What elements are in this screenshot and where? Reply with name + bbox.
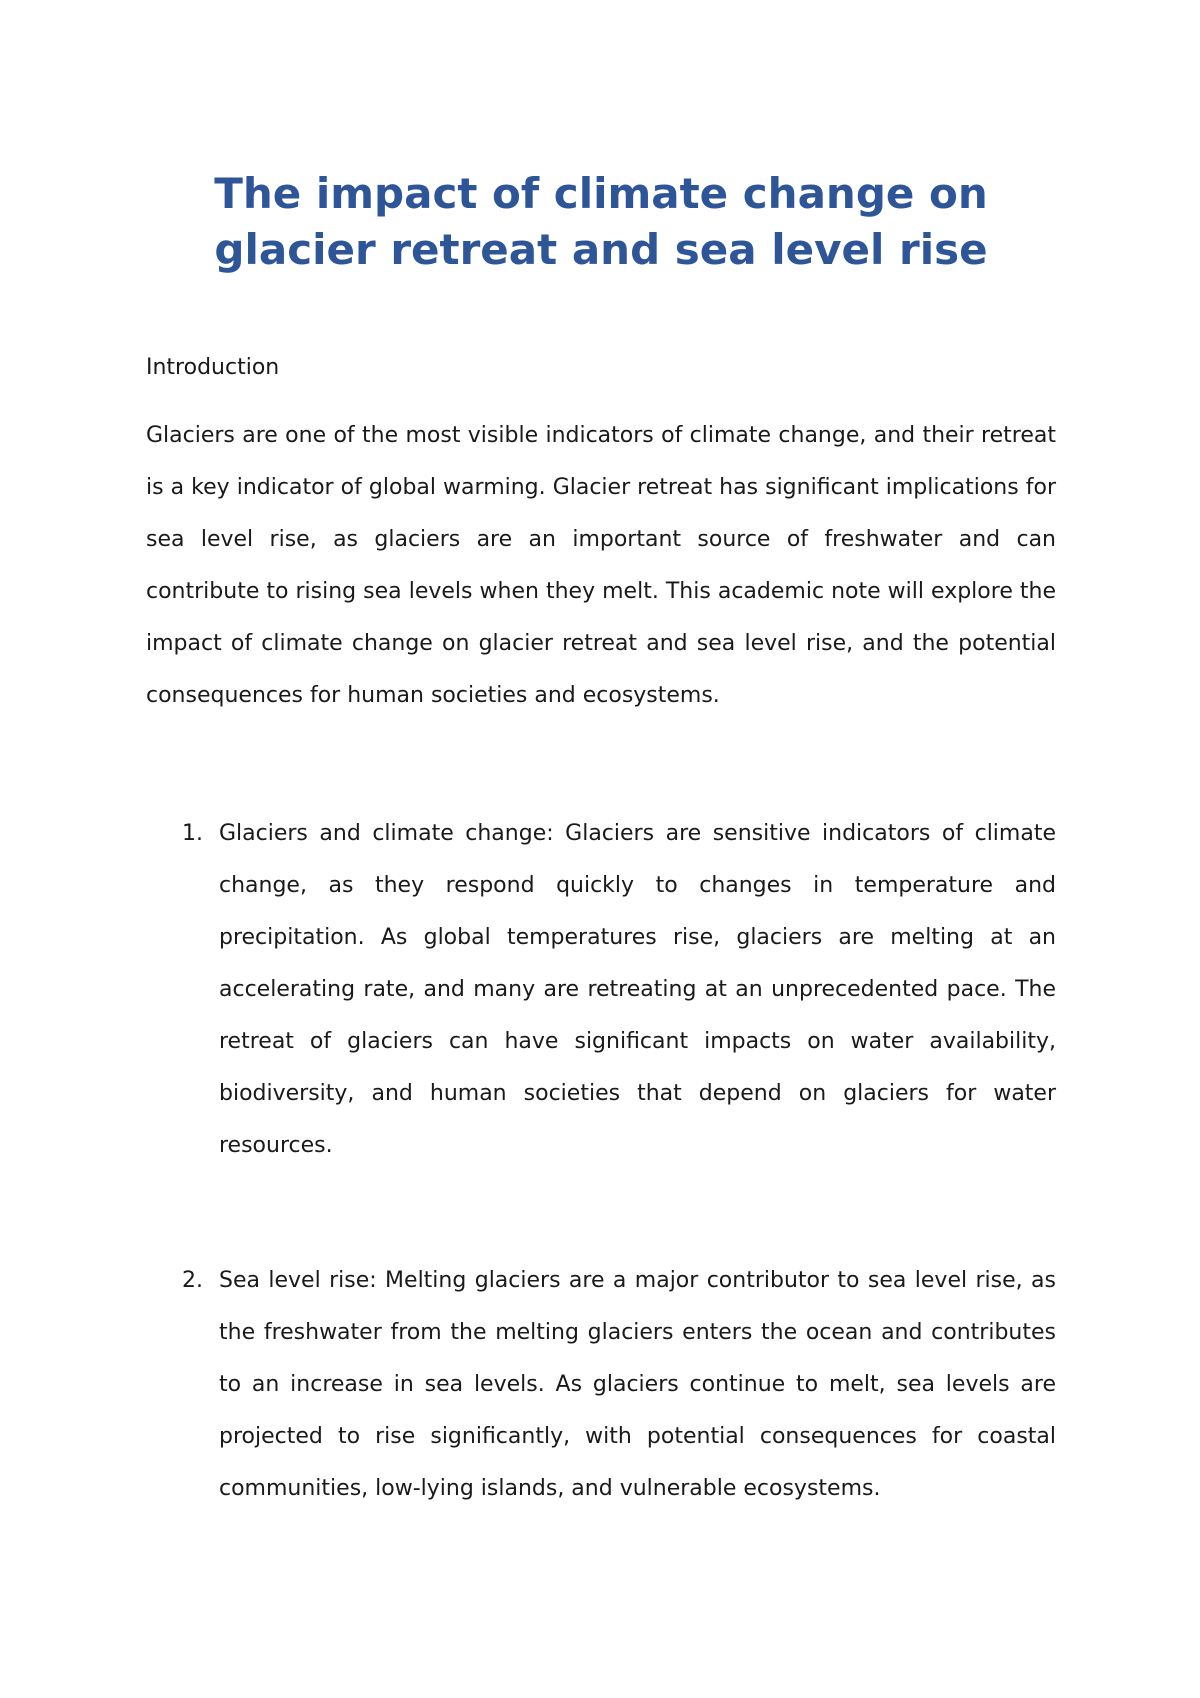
- list-item-text: Sea level rise: Melting glaciers are a major contributor to sea level rise, as the freshwater from the melting glaciers enters the ocean and contributes to an increase in sea levels. As glaciers continue to melt, sea levels are projected to rise significantly, with potential consequences for coastal communities, low-lying islands, and vulnerable ecosystems.: [219, 1268, 1056, 1501]
- document-title: The impact of climate change on glacier retreat and sea level rise: [214, 169, 988, 274]
- list-item-number: 1.: [182, 821, 203, 846]
- intro-paragraph: Glaciers are one of the most visible indicators of climate change, and their retreat is a key indicator of global warming. Glacier retreat has significant implications for sea level rise, as glaciers are an important source of freshwater and can contribute to rising sea levels when they melt. This academic note will explore the impact of climate change on glacier retreat and sea level rise, and the potential consequences for human societies and ecosystems.: [146, 423, 1056, 708]
- intro-heading: Introduction: [146, 355, 280, 380]
- list-item-number: 2.: [182, 1268, 203, 1293]
- list-item-text: Glaciers and climate change: Glaciers are sensitive indicators of climate change, as they respond quickly to changes in temperature and precipitation. As global temperatures rise, glaciers are melting at an accelerating rate, and many are retreating at an unprecedented pace. The retreat of glaciers can have significant impacts on water availability, biodiversity, and human societies that depend on glaciers for water resources.: [219, 821, 1056, 1158]
